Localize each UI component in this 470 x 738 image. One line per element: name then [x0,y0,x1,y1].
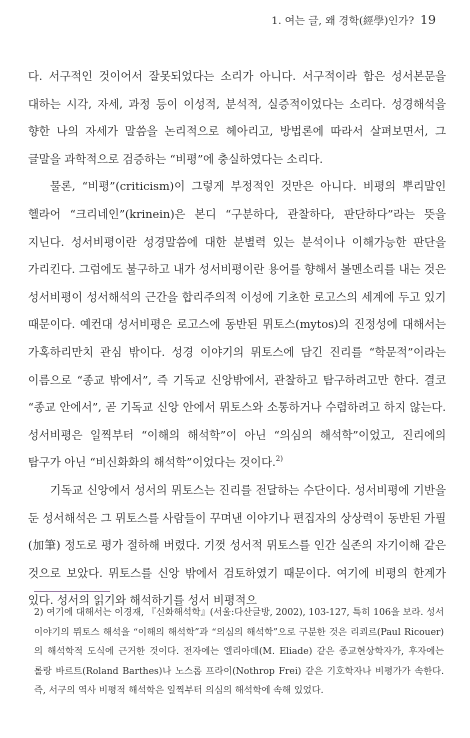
footnote-text: 여기에 대해서는 이경재, 『신화해석학』(서울:다산글방, 2002), 103-127, 특히 106을 보라. 성서 이야기의 뮈토스 해석을 “이해의 해석학”과 “의심의 해석학”으로 구분한 것은 리쾨르(Paul Ricouer)의 해석학적 도식에 근거한 것이다. 전자에는 엘리아데(M. Eliade) 같은 종교현상학자가, 후자에는 롤랑 바르트(Roland Barthes)나 노스롭 프라이(Nothrop Frei) 같은 기호학자나 비평가가 속한다. 즉, 서구의 역사 비평적 해석학은 일찍부터 의심의 해석학에 속해 있었다. [34,607,445,697]
running-title: 1. 여는 글, 왜 경학(經學)인가? [271,15,415,27]
paragraph-3-text: 기독교 신앙에서 성서의 뮈토스는 진리를 전달하는 수단이다. 성서비평에 기반을 둔 성서해석은 그 뮈토스를 사람들이 꾸며낸 이야기나 편집자의 상상력이 동반된 가필(加筆) 정도로 평가 절하해 버렸다. 기껏 성서적 뮈토스를 인간 실존의 자기이해 같은 것으로 보았다. 뮈토스를 신앙 밖에서 검토하였기 때문이다. 여기에 비평의 한계가 있다. 성서의 읽기와 해석하기를 성서 비평적으 [28,483,446,608]
paragraph-1 [28,63,446,173]
main-text [28,63,446,615]
footnote [34,603,444,701]
paragraph-1-text: 다. 서구적인 것이어서 잘못되었다는 소리가 아니다. 서구적이라 함은 성서본문을 대하는 시각, 자세, 과정 등이 이성적, 분석적, 실증적이었다는 소리다. 성경해석을 향한 나의 자세가 말씀을 논리적으로 헤아리고, 방법론에 따라서 살펴보면서, 그 글말을 과학적으로 검증하는 “비평”에 충실하였다는 소리다. [28,70,446,166]
paragraph-2-text: 물론, “비평”(criticism)이 그렇게 부정적인 것만은 아니다. 비평의 뿌리말인 헬라어 “크리네인”(krinein)은 본디 “구분하다, 관찰하다, 판단하다”라는 뜻을 지닌다. 성서비평이란 성경말씀에 대한 분별력 있는 분석이나 이해가능한 판단을 가리킨다. 그럼에도 불구하고 내가 성서비평이란 용어를 향해서 볼멘소리를 내는 것은 성서비평이 성서해석의 근간을 합리주의적 이성에 기초한 로고스의 세계에 두고 있기 때문이다. 예컨대 성서비평은 로고스에 동반된 뮈토스(mytos)의 진정성에 대해서는 가혹하리만치 관심 밖이다. 성경 이야기의 뮈토스에 담긴 진리를 “학문적”이라는 이름으로 “종교 밖에서”, 즉 기독교 신앙밖에서, 관찰하고 탐구하려고만 한다. 결코 “종교 안에서”, 곧 기독교 신앙 안에서 뮈토스와 소통하거나 수렴하려고 하지 않는다. 성서비평은 일찍부터 “이해의 해석학”이 아닌 “의심의 해석학”이었고, 진리에의 탐구가 아닌 “비신화화의 해석학”이었다는 것이다. [28,180,446,470]
running-header [271,12,436,28]
footnote-reference[interactable]: 2) [275,455,283,464]
paragraph-3 [28,477,446,615]
paragraph-2 [28,173,446,477]
footnote-divider [34,591,110,592]
footnote-number: 2) [34,607,44,618]
page-number: 19 [420,12,436,27]
